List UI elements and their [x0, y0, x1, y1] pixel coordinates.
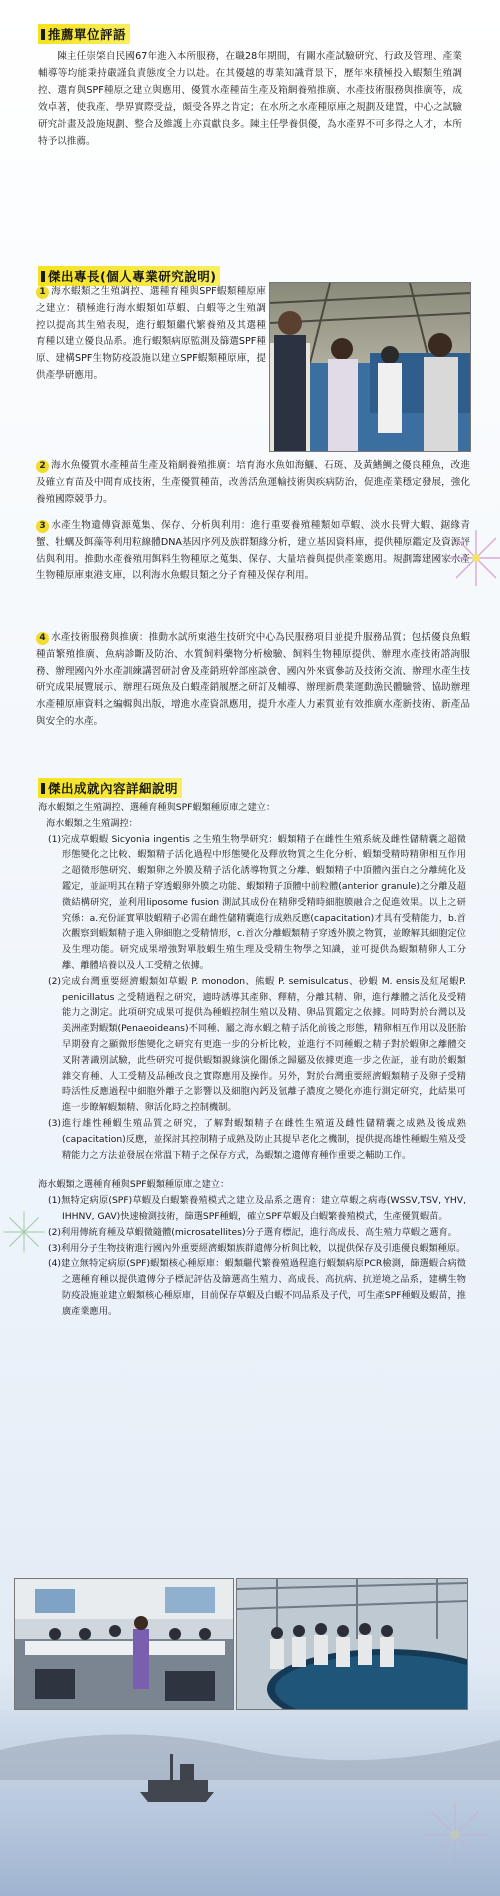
- title-marker-icon: [41, 783, 45, 794]
- achievement-item: [38, 1116, 466, 1163]
- achievement-item: [38, 1193, 466, 1225]
- achievement-item: [38, 832, 466, 974]
- aquaculture-tank-photo: [237, 1579, 467, 1709]
- title-marker-icon: [41, 29, 45, 40]
- item-number-badge: 2: [36, 460, 49, 473]
- section-title: [38, 778, 182, 798]
- photo-hatchery-visit: [269, 282, 471, 452]
- achievement-item-text: 利用分子生物技術進行國內外重要經濟蝦類族群遺傳分析與比較，以提供保存及引進優良蝦類種原。: [61, 1242, 466, 1254]
- item-number: (4): [48, 1258, 62, 1270]
- item-number: (3): [48, 1242, 62, 1254]
- achievement-item: [38, 1225, 466, 1241]
- achievement-item-text: 完成台灣重要經濟蝦類如草蝦 P. monodon、熊蝦 P. semisulcatus、砂蝦 M. ensis及紅尾蝦P. penicillatus 之受精過程之研究，適時誘導其產卵、釋精，分離其精、卵，進行離體之活化及受精能力之測定。此項研究成果可提供為種蝦控制生殖以及精、卵品質鑑定之依據。同時對於台灣以及美洲產對蝦類(Penaeoideans)不同種、屬之海水蝦之精子活化前後之形態，精卵相互作用以及胚胎早期發育之顯微形態變化之研究有更進一步的分析比較，並進行不同種蝦之精子對於蝦卵之離體交叉附著識別試驗，此些研究可提供蝦類親緣演化關係之歸屬及依據更進一步之佐証，並有助於蝦類雜交育種、人工受精及品種改良之實際應用及操作。另外，對於台灣重要經濟蝦類精子及卵子受精時活性反應過程中細胞外離子之影響以及細胞內鈣及氫離子濃度之變化亦進行測定研究，此結果可進一步瞭解蝦類精、卵活化時之控制機制。: [61, 975, 466, 1114]
- item-number-badge: 1: [36, 286, 49, 299]
- item-number: (1): [48, 1195, 62, 1207]
- achievement-item-text: 完成草蝦蝦 Sicyonia ingentis 之生殖生物學研究：蝦類精子在雌性生殖系統及雌性儲精囊之超微形態變化之比較、蝦類精子活化過程中形態變化及釋放物質之生化分析、蝦類受精時精卵相互作用之超微形態研究、蝦類卵之外膜及精子活化誘導物質之分離、蝦類精子中頂體內蛋白之分離純化及鑑定，並証明其在精子穿透蝦卵外膜之功能、蝦類精子頂體中前粒體(anterior granule)之分離及超微結構研究，並利用liposome fusion 測試其成份在精卵受精時細胞膜融合之促進效果。以上之研究係：a.充份証實單肢蝦精子必需在雌性儲精囊進行成熟反應(capacitation)才具有受精能力，b.首次觀察到蝦類精子進入卵細胞之受精情形，c.首次分離蝦類精子穿透外膜之物質，並瞭解其細胞定位及生理功能。研究成果增強對單肢蝦生殖生理及受精生物學之知識，並可提供為蝦類精卵人工分離、離體培養以及人工受精之依據。: [61, 833, 466, 971]
- expertise-item-2: [36, 458, 470, 508]
- harbor-boat-photo: [0, 1710, 500, 1896]
- expertise-item-3: [36, 518, 470, 585]
- item-number-badge: 3: [36, 520, 49, 533]
- expertise-item-4: [36, 630, 470, 731]
- expertise-item-text: 水產技術服務與推廣：推動水試所東港生技研究中心為民服務項目並提升服務品質；包括優良魚蝦種苗繁殖推廣、魚病診斷及防治、水質飼料藥物分析檢驗、飼料生物種原提供、辦理水產技術諮詢服務、辦理國內外水產訓練講習研討會及產銷班幹部座談會、國內外來賓參訪及技術交流、辦理水產生技研究成果展覽展示、辦理石斑魚及白蝦產銷履歷之研訂及輔導、辦理新農業運動漁民體驗營、協助辦理水產種原庫資料之編輯與出版，增進水產資訊應用，提升水產人力素質並有效推廣水產新技術、新產品與安全的水產。: [36, 632, 470, 727]
- expertise-item-text: 海水蝦類之生殖調控、選種育種與SPF蝦類種原庫之建立：積極進行海水蝦類如草蝦、白蝦等之生殖調控以提高其生殖表現，進行蝦類繼代繁養殖及其選種育種以建立優良品系。進行蝦類病原監測及篩選SPF種原、建構SPF生物防疫設施以建立SPF蝦類種原庫，提供產學研應用。: [36, 286, 266, 381]
- hatchery-visit-photo: [270, 283, 470, 451]
- expertise-item-text: 海水魚優質水產種苗生產及箱網養殖推廣：培育海水魚如海鱺、石斑、及黃鰭鯛之優良種魚，改進及確立育苗及中間育成技術，生產優質種苗，改善活魚運輸技術與疾病防治，促進產業穩定發展，強化養殖國際競爭力。: [36, 460, 470, 505]
- achievement-item-text: 無特定病原(SPF)草蝦及白蝦繁養殖模式之建立及品系之選育：建立草蝦之病毒(WSSV,TSV, YHV, IHHNV, GAV)快速檢測技術，篩選SPF種蝦，確立SPF草蝦及白蝦繁養殖模式，生產優質蝦苗。: [61, 1195, 466, 1222]
- achievement-item-text: 進行雄性種蝦生殖品質之研究，了解對蝦類精子在雌性生殖道及雌性儲精囊之成熟及後成熟(capacitation)反應，並探討其控制精子成熟及防止其提早老化之機制，提供提高雄性種蝦生殖及受精能力之方法並發展在常溫下精子之保存方式，為蝦類之遺傳育種作重要之輔助工作。: [61, 1117, 466, 1161]
- section-title-text: 傑出專長(個人專業研究說明): [48, 269, 217, 284]
- subheading: 海水蝦類之選種育種與SPF蝦類種原庫之建立：: [38, 1179, 230, 1191]
- recommendation-body: 陳主任崇棨自民國67年進入本所服務，在職28年期間，有關水產試驗研究、行政及管理、產業輔導等均能秉持嚴謹負責態度全力以赴。在其優越的專業知識背景下，歷年來積極投入蝦類生殖調控、選育與SPF種原之建立與應用、優質水產種苗生產及箱網養殖推廣、水產技術服務與推廣等，成效卓著，使我產、學界實際受益，頗受各界之肯定；在水所之水產種原庫之規劃及建置，中心之試驗研究計畫及設施規劃、整合及維護上亦貢獻良多。陳主任學養俱優，為水產界不可多得之人才，本所特予以推薦。: [38, 51, 462, 147]
- firework-decoration-icon: [446, 528, 500, 588]
- achievement-item-text: 利用傳統育種及草蝦微隨體(microsatellites)分子選育標記，進行高成長、高生殖力草蝦之選育。: [61, 1226, 457, 1238]
- item-number: (2): [48, 975, 62, 987]
- section-title-text: 傑出成就內容詳細說明: [48, 781, 179, 796]
- achievement-item: [38, 974, 466, 1116]
- item-number-badge: 4: [36, 632, 49, 645]
- item-number: (2): [48, 1226, 62, 1238]
- section-title-text: 推薦單位評語: [48, 27, 127, 42]
- expertise-item-text: 水產生物遺傳資源蒐集、保存、分析與利用：進行重要養殖種類如草蝦、淡水長臂大蝦、鋸緣青蟹、牡蠣及餌藻等利用粒線體DNA基因序列及族群類緣分析，建立基因資料庫，提供種原鑑定及資源評估與利用。推動水產養殖用餌料生物種原之蒐集、保存、大量培養與提供產業應用。規劃籌建國家水產生物種原庫東港支庫，以利海水魚蝦貝類之分子育種及保存利用。: [36, 520, 470, 582]
- title-marker-icon: [41, 271, 45, 282]
- achievement-item: [38, 1241, 466, 1257]
- item-number: (3): [48, 1117, 62, 1129]
- item-number: (1): [48, 833, 62, 845]
- subheading: 海水蝦類之生殖調控、選種育種與SPF蝦類種原庫之建立：: [38, 802, 276, 813]
- expertise-item-1: [36, 284, 266, 385]
- meeting-room-photo: [15, 1579, 233, 1709]
- photo-aquaculture-tank: [236, 1578, 468, 1710]
- photo-meeting-room: [14, 1578, 234, 1710]
- achievement-item: [38, 1256, 466, 1319]
- achievement-item-text: 建立無特定病原(SPF)蝦類核心種原庫：蝦類繼代繁養殖過程進行蝦類病原PCR檢測，篩選蝦合病徵之選種育種以提供遺傳分子標記評估及篩選高生殖力、高成長、高抗病、抗逆境之品系，建構生物防疫設施並建立蝦類核心種原庫，目前保存草蝦及白蝦不同品系及子代，可生產SPF種蝦及蝦苗，推廣產業應用。: [61, 1258, 466, 1317]
- section-expertise: [0, 266, 500, 727]
- section-achievements: [0, 778, 500, 1320]
- subheading: 海水蝦類之生殖調控：: [46, 817, 138, 829]
- section-recommendation: [0, 24, 500, 150]
- section-title: [38, 266, 220, 286]
- section-title: [38, 24, 130, 44]
